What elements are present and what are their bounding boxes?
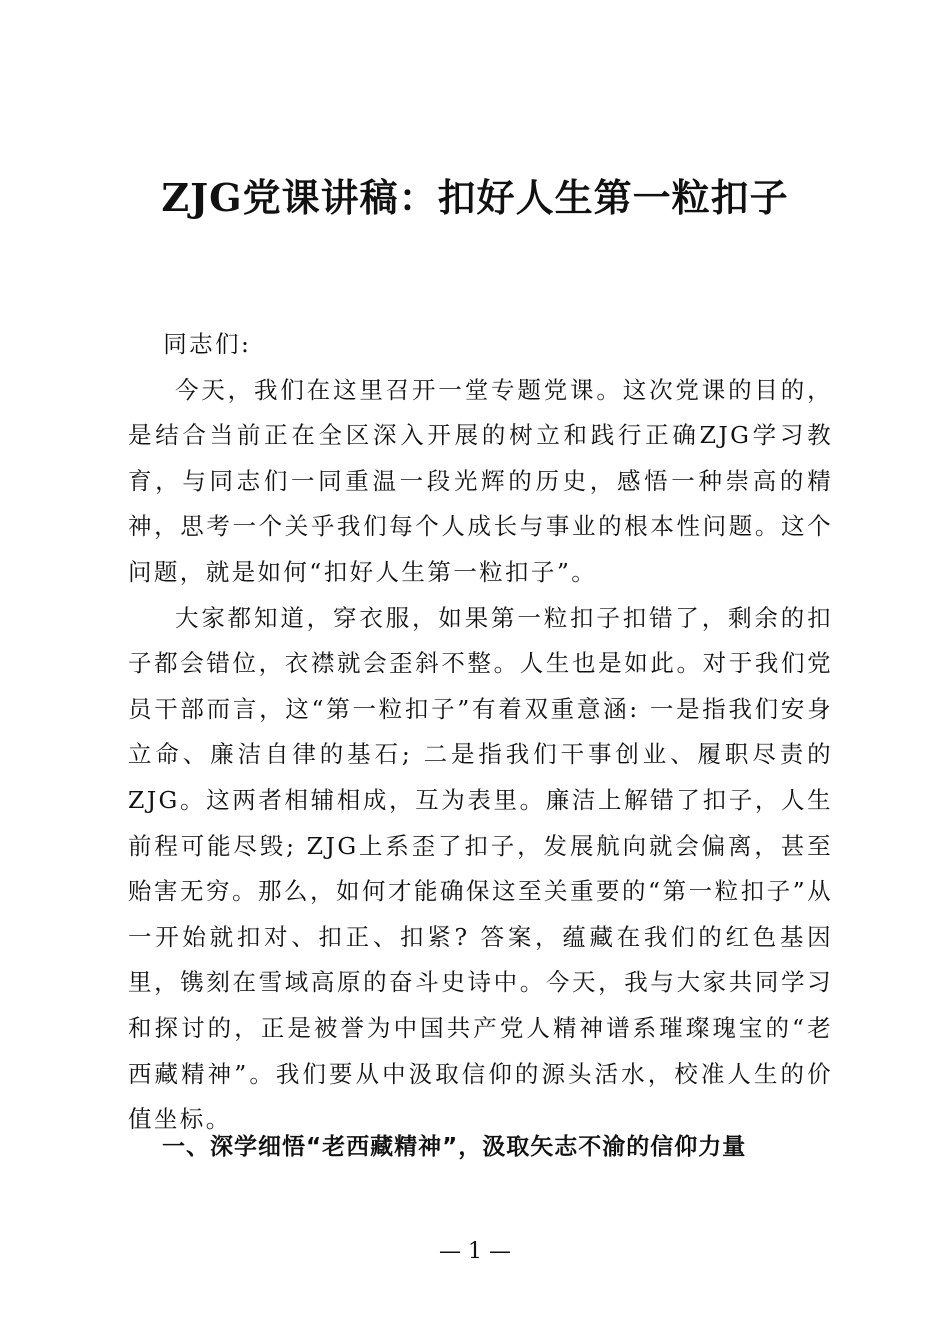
paragraph-first-button: 大家都知道，穿衣服，如果第一粒扣子扣错了，剩余的扣子都会错位，衣襟就会歪斜不整。人生也是如此。对于我们党员干部而言，这“第一粒扣子”有着双重意涵: 一是指我们安身立命、廉洁自律的基石; 二是指我们干事创业、履职尽责的ZJG。这两者相辅相成，互为表里。廉洁上解错了扣子，人生前程可能尽毁; ZJG上系歪了扣子，发展航向就会偏离，甚至贻害无穷。那么，如何才能确保这至关重要的“第一粒扣子”从一开始就扣对、扣正、扣紧? 答案，蕴藏在我们的红色基因里，镌刻在雪域高原的奋斗史诗中。今天，我与大家共同学习和探讨的，正是被誉为中国共产党人精神谱系璀璨瑰宝的“老西藏精神”。我们要从中汲取信仰的源头活水，校准人生的价值坐标。 — [128, 603, 833, 1134]
document-title: ZJG党课讲稿：扣好人生第一粒扣子 — [161, 175, 789, 220]
page-number: — 1 — — [439, 1239, 511, 1264]
document-body — [128, 322, 833, 1143]
paragraph-intro: 今天，我们在这里召开一堂专题党课。这次党课的目的，是结合当前正在全区深入开展的树立和践行正确ZJG学习教育，与同志们一同重温一段光辉的历史，感悟一种崇高的精神，思考一个关乎我们每个人成长与事业的根本性问题。这个问题，就是如何“扣好人生第一粒扣子”。 — [128, 375, 833, 586]
section-heading: 一、深学细悟“老西藏精神”，汲取矢志不渝的信仰力量 — [162, 1134, 747, 1160]
salutation: 同志们: — [163, 330, 252, 358]
